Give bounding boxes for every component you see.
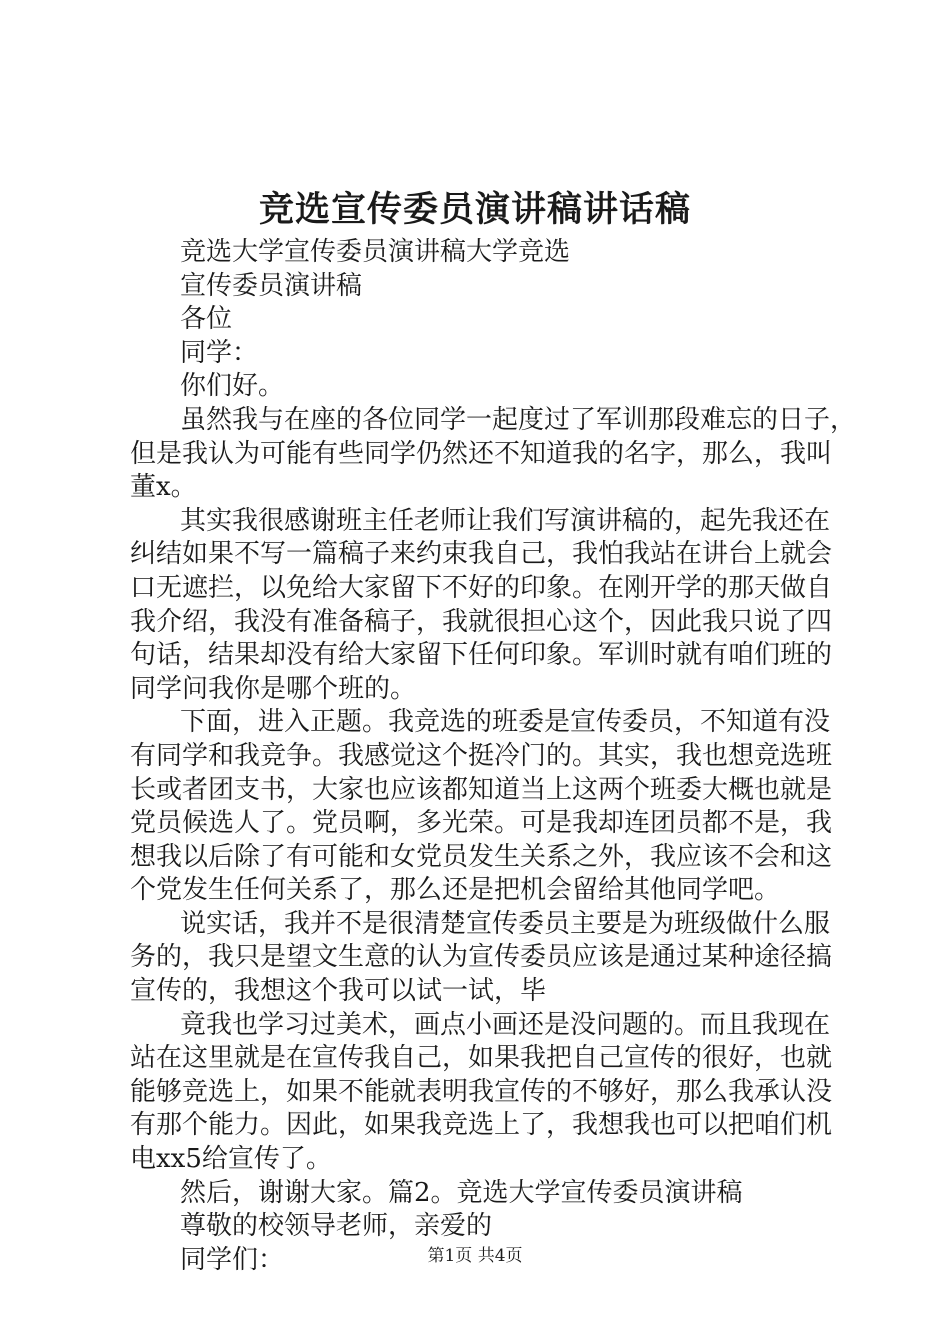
text-line: 务的，我只是望文生意的认为宣传委员应该是通过某种途径搞: [130, 942, 833, 973]
text-line: 宣传委员演讲稿: [180, 270, 363, 301]
text-line: 站在这里就是在宣传我自己，如果我把自己宣传的很好，也就: [130, 1043, 833, 1074]
text-line: 宣传的，我想这个我可以试一试，毕: [130, 976, 547, 1007]
text-line: 纠结如果不写一篇稿子来约束我自己，我怕我站在讲台上就会: [130, 539, 833, 570]
text-line: 竟我也学习过美术，画点小画还是没问题的。而且我现在: [180, 1009, 831, 1040]
text-line: 董x。: [130, 472, 197, 503]
text-line: 虽然我与在座的各位同学一起度过了军训那段难忘的日子，: [180, 404, 857, 435]
text-line: 电xx5给宣传了。: [130, 1144, 332, 1175]
text-line: 其实我很感谢班主任老师让我们写演讲稿的，起先我还在: [180, 505, 831, 536]
text-line: 口无遮拦，以免给大家留下不好的印象。在刚开学的那天做自: [130, 572, 833, 603]
text-line: 想我以后除了有可能和女党员发生关系之外，我应该不会和这: [130, 841, 833, 872]
text-line: 竞选大学宣传委员演讲稿大学竞选: [180, 237, 571, 267]
text-line: 有那个能力。因此，如果我竞选上了，我想我也可以把咱们机: [130, 1110, 833, 1141]
text-line: 句话，结果却没有给大家留下任何印象。军训时就有咱们班的: [130, 640, 833, 671]
text-line: 各位: [180, 304, 233, 335]
text-line: 长或者团支书，大家也应该都知道当上这两个班委大概也就是: [130, 774, 833, 805]
text-line: 有同学和我竞争。我感觉这个挺冷门的。其实，我也想竞选班: [130, 740, 833, 771]
text-line: 党员候选人了。党员啊，多光荣。可是我却连团员都不是，我: [130, 808, 833, 839]
text-line: 能够竞选上，如果不能就表明我宣传的不够好，那么我承认没: [130, 1076, 833, 1107]
document-body: [130, 236, 857, 1277]
text-line: 说实话，我并不是很清楚宣传委员主要是为班级做什么服: [180, 908, 831, 939]
text-line: 同学：: [180, 337, 259, 368]
page-number-footer: 第1页 共4页: [427, 1246, 523, 1266]
text-line: 个党发生任何关系了，那么还是把机会留给其他同学吧。: [130, 875, 781, 906]
document-title: 竞选宣传委员演讲稿讲话稿: [258, 189, 691, 230]
text-line: 但是我认为可能有些同学仍然还不知道我的名字，那么，我叫: [130, 438, 833, 469]
text-line: 你们好。: [180, 371, 285, 402]
text-line: 我介绍，我没有准备稿子，我就很担心这个，因此我只说了四: [130, 606, 833, 637]
text-line: 同学问我你是哪个班的。: [130, 673, 417, 704]
text-line: 然后，谢谢大家。篇2。竞选大学宣传委员演讲稿: [180, 1177, 743, 1208]
text-line: 尊敬的校领导老师，亲爱的: [180, 1211, 493, 1242]
text-line: 同学们：: [180, 1244, 285, 1275]
text-line: 下面，进入正题。我竞选的班委是宣传委员，不知道有没: [180, 707, 831, 738]
